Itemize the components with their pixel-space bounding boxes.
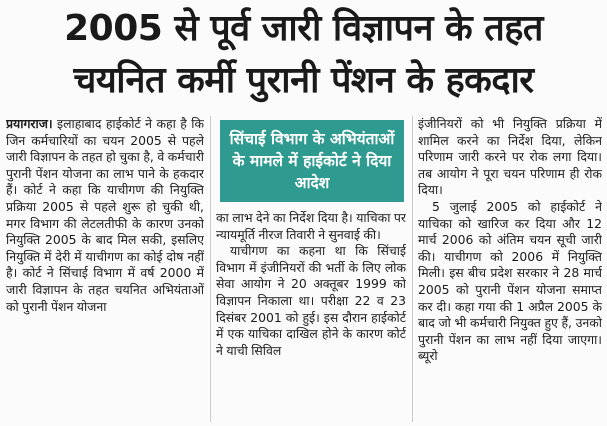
column-2-paragraph-2: याचीगण का कहना था कि सिंचाई विभाग में इंजीनियरों की भर्ती के लिए लोक सेवा आयोग ने 20 अक्तूबर 1999 को विज्ञापन निकाला था। परीक्षा 22 व 23 दिसंबर 2001 को हुई। इस दौरान हाईकोर्ट में एक याचिका दाखिल होने के कारण कोर्ट ने याची सिविल — [216, 243, 406, 358]
highlight-box: सिंचाई विभाग के अभियंताओं के मामले में हाईकोर्ट ने दिया आदेश — [220, 120, 404, 202]
column-1-text: इलाहाबाद हाईकोर्ट ने कहा है कि जिन कर्मचारियों का चयन 2005 से पहले जारी विज्ञापन के तहत हो चुका है, वे कर्मचारी पुरानी पेंशन योजना का लाभ पाने के हकदार हैं। कोर्ट ने कहा कि याचीगण की नियुक्ति प्रक्रिया 2005 से पहले शुरू हो चुकी थी, मगर विभाग की लेटलतीफी के कारण उनको नियुक्ति 2005 के बाद मिल सकी, इसलिए नियुक्ति में देरी में याचीगण का कोई दोष नहीं है। कोर्ट ने सिंचाई विभाग में वर्ष 2000 में जारी विज्ञापन के तहत चयनित अभियंताओं को पुरानी पेंशन योजना — [6, 116, 204, 314]
column-3-paragraph-1: इंजीनियरों को भी नियुक्ति प्रक्रिया में शामिल करने का निर्देश दिया, लेकिन परिणाम जारी करने पर रोक लगा दिया। तब आयोग ने पूरा चयन परिणाम ही रोक दिया। — [418, 116, 602, 198]
column-3-paragraph-2 — [418, 199, 602, 365]
column-2 — [216, 210, 406, 422]
headline-line-1: 2005 से पूर्व जारी विज्ञापन के तहत — [64, 8, 543, 49]
column-divider-1 — [210, 116, 211, 422]
column-1 — [6, 116, 204, 422]
headline-line-2: चयनित कर्मी पुरानी पेंशन के हकदार — [73, 60, 534, 101]
column-divider-2 — [412, 116, 413, 422]
column-3-paragraph-2-text: 5 जुलाई 2005 को हाईकोर्ट ने याचिका को खारिज कर दिया और 12 मार्च 2006 को अंतिम चयन सूची जारी की। याचीगण को 2006 में नियुक्ति मिली। इस बीच प्रदेश सरकार ने 28 मार्च 2005 को पुरानी पेंशन योजना समाप्त कर दी। कहा गया की 1 अप्रैल 2005 के बाद जो भी कर्मचारी नियुक्त हुए हैं, उनको पुरानी पेंशन का लाभ नहीं दिया जाएगा। — [418, 198, 602, 347]
column-3 — [418, 116, 602, 422]
column-1-paragraph — [6, 116, 204, 315]
column-2-paragraph-1: का लाभ देने का निर्देश दिया है। याचिका पर न्यायमूर्ति नीरज तिवारी ने सुनवाई की। — [216, 210, 406, 242]
dateline: प्रयागराज। — [6, 116, 53, 131]
byline: ब्यूरो — [418, 348, 438, 364]
